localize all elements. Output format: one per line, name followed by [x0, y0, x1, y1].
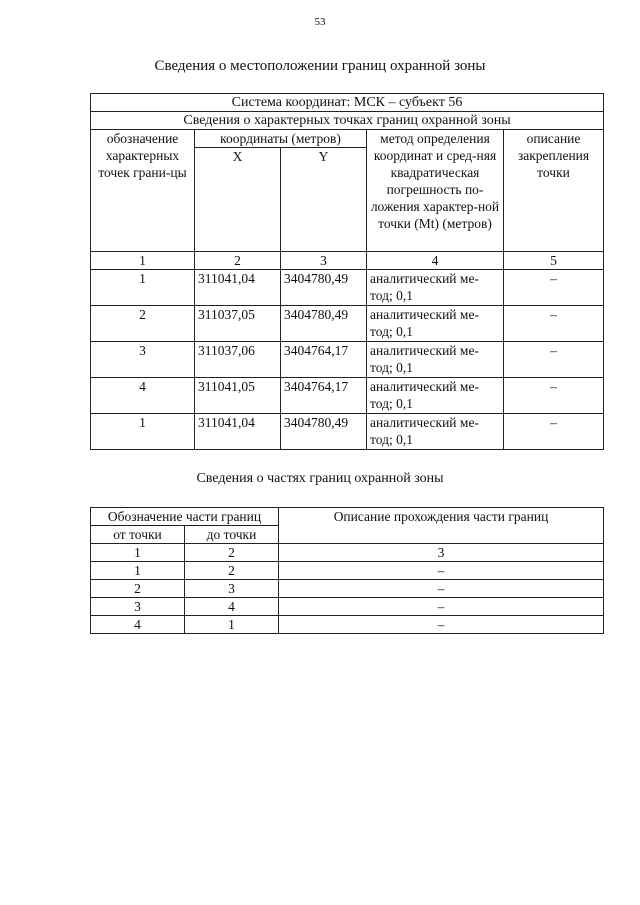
page-number: 53 [314, 16, 326, 28]
header-point-designation: обозначение характерных точек грани-цы [91, 130, 195, 252]
cell-point: 4 [91, 378, 195, 414]
header-coordinates: координаты (метров) [195, 130, 367, 148]
table-row [91, 306, 604, 342]
table-row [91, 270, 604, 306]
header-part-designation: Обозначение части границ [91, 508, 279, 526]
column-number: 3 [281, 252, 367, 270]
cell-x: 311037,05 [195, 306, 281, 342]
cell-from: 3 [91, 598, 185, 616]
column-number: 5 [504, 252, 604, 270]
header-to-point: до точки [185, 526, 279, 544]
table-row [91, 378, 604, 414]
boundary-parts-table [90, 507, 604, 634]
column-number: 1 [91, 544, 185, 562]
table-row [91, 598, 604, 616]
cell-from: 1 [91, 562, 185, 580]
cell-desc: – [279, 562, 604, 580]
column-number: 3 [279, 544, 604, 562]
column-number-row [91, 544, 604, 562]
cell-y: 3404780,49 [281, 414, 367, 450]
cell-x: 311041,05 [195, 378, 281, 414]
header-description: описание закрепления точки [504, 130, 604, 252]
header-x: X [195, 148, 281, 252]
cell-method: аналитический ме-тод; 0,1 [367, 414, 504, 450]
cell-to: 2 [185, 562, 279, 580]
cell-desc: – [279, 616, 604, 634]
cell-desc: – [504, 306, 604, 342]
section-title-parts: Сведения о частях границ охранной зоны [196, 471, 444, 486]
cell-point: 1 [91, 270, 195, 306]
cell-desc: – [279, 580, 604, 598]
table-row [91, 562, 604, 580]
column-number: 2 [195, 252, 281, 270]
header-y: Y [281, 148, 367, 252]
column-number-row [91, 252, 604, 270]
header-part-description: Описание прохождения части границ [279, 508, 604, 544]
cell-point: 2 [91, 306, 195, 342]
column-number: 2 [185, 544, 279, 562]
cell-method: аналитический ме-тод; 0,1 [367, 378, 504, 414]
section-title-boundaries: Сведения о местоположении границ охранной зоны [154, 58, 486, 74]
cell-method: аналитический ме-тод; 0,1 [367, 342, 504, 378]
table-row [91, 414, 604, 450]
header-from-point: от точки [91, 526, 185, 544]
column-number: 1 [91, 252, 195, 270]
cell-y: 3404780,49 [281, 306, 367, 342]
cell-desc: – [504, 378, 604, 414]
cell-y: 3404764,17 [281, 378, 367, 414]
cell-to: 4 [185, 598, 279, 616]
cell-to: 1 [185, 616, 279, 634]
cell-method: аналитический ме-тод; 0,1 [367, 270, 504, 306]
points-subtitle-row: Сведения о характерных точках границ охранной зоны [91, 112, 604, 130]
cell-desc: – [279, 598, 604, 616]
cell-desc: – [504, 342, 604, 378]
header-method: метод определения координат и сред-няя квадратическая погрешность по-ложения характер-ной точки (Mt) (метров) [367, 130, 504, 252]
cell-x: 311041,04 [195, 414, 281, 450]
cell-to: 3 [185, 580, 279, 598]
cell-point: 1 [91, 414, 195, 450]
cell-from: 4 [91, 616, 185, 634]
cell-method: аналитический ме-тод; 0,1 [367, 306, 504, 342]
cell-x: 311037,06 [195, 342, 281, 378]
boundary-points-table [90, 93, 604, 450]
coordinate-system-row: Система координат: МСК – субъект 56 [91, 94, 604, 112]
cell-desc: – [504, 414, 604, 450]
cell-y: 3404764,17 [281, 342, 367, 378]
cell-from: 2 [91, 580, 185, 598]
cell-point: 3 [91, 342, 195, 378]
cell-desc: – [504, 270, 604, 306]
column-number: 4 [367, 252, 504, 270]
cell-y: 3404780,49 [281, 270, 367, 306]
table-row [91, 580, 604, 598]
table-row [91, 616, 604, 634]
cell-x: 311041,04 [195, 270, 281, 306]
table-row [91, 342, 604, 378]
